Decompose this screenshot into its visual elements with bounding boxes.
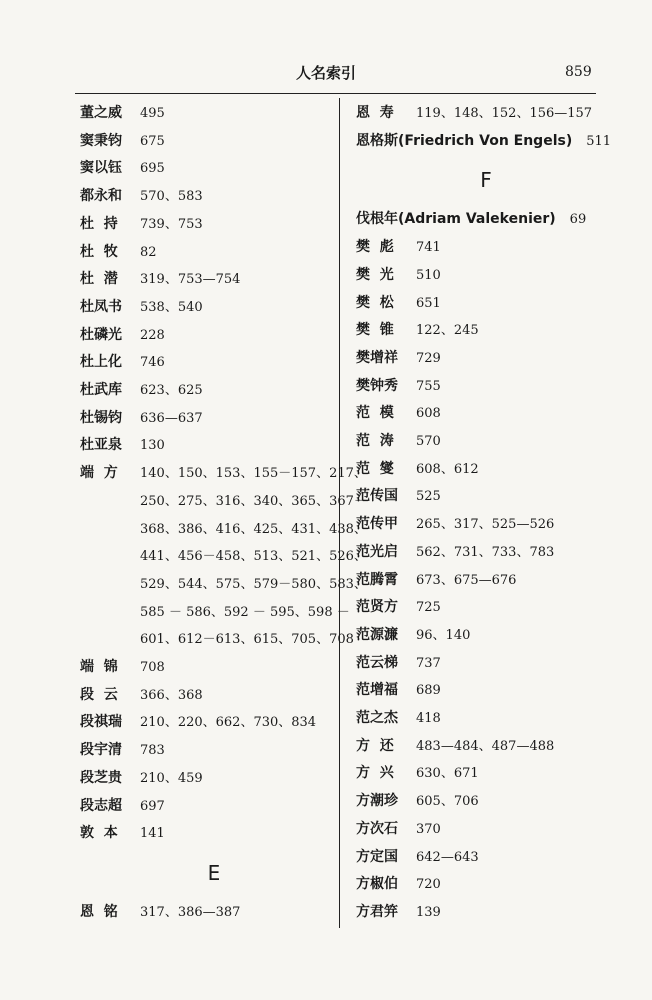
entry-name: 恩 寿 (356, 105, 394, 121)
entry-pages: 741 (416, 240, 441, 256)
index-entry (356, 899, 601, 927)
entry-pages: 495 (140, 106, 165, 121)
entry-name: 恩格斯(Friedrich Von Engels) (356, 132, 573, 149)
index-entry (80, 183, 338, 211)
index-entry (356, 733, 601, 761)
entry-name: 方 兴 (356, 765, 394, 782)
entry-name: 杜凤书 (80, 298, 122, 315)
index-entry (356, 567, 601, 595)
entry-pages: 675 (140, 133, 165, 149)
entry-pages: 608、612 (416, 461, 479, 477)
index-entry (356, 345, 601, 373)
index-entry (356, 234, 601, 262)
index-entry (80, 377, 338, 405)
section-letter-f: F (480, 168, 492, 193)
entry-name: 方定国 (356, 848, 398, 865)
entry-pages: 96、140 (416, 627, 471, 643)
entry-pages-line: 601、612－613、615、705、708 (140, 632, 354, 648)
index-entry (356, 262, 601, 290)
entry-name: 端 锦 (80, 659, 118, 676)
entry-list-f (356, 234, 601, 927)
index-entry (80, 349, 338, 377)
entry-name: 杜磷光 (80, 326, 122, 343)
index-entry (356, 539, 601, 567)
entry-pages-line: 441、456－458、513、521、526、 (140, 549, 367, 565)
entry-pages: 695 (140, 161, 165, 177)
entry-pages: 570、583 (140, 189, 203, 205)
index-entry (80, 294, 338, 322)
entry-pages: 689 (416, 683, 441, 699)
entry-name: 樊 光 (356, 266, 394, 283)
entry-name: 方 还 (356, 737, 394, 754)
entry-pages: 642—643 (416, 849, 479, 865)
entry-pages: 525 (416, 489, 441, 505)
entry-name: 段祺瑞 (80, 714, 122, 731)
entry-pages: 317、386—387 (140, 904, 241, 920)
entry-pages: 720 (416, 877, 441, 893)
index-entry (80, 820, 338, 848)
entry-name: 段宇清 (80, 742, 122, 759)
entry-pages: 418 (416, 711, 441, 727)
entry-name: 范传国 (356, 488, 398, 505)
entry-name: 敦 本 (80, 825, 118, 842)
entry-pages: 483—484、487—488 (416, 738, 555, 754)
entry-pages-line: 368、386、416、425、431、438、 (140, 521, 367, 537)
running-header-title: 人名索引 (295, 64, 356, 82)
entry-pages-line: 140、150、153、155－157、217、 (140, 466, 367, 482)
entry-pages-line: 585 － 586、592 － 595、598 － (140, 604, 350, 620)
entry-pages: 570 (416, 434, 441, 450)
index-entry (356, 816, 601, 844)
entry-name: 方君笄 (356, 903, 398, 920)
entry-pages: 562、731、733、783 (416, 544, 555, 560)
entry-pages: 605、706 (416, 794, 479, 810)
index-entry (80, 709, 338, 737)
entry-pages: 210、459 (140, 770, 203, 786)
entry-pages: 538、540 (140, 299, 203, 315)
index-entry (80, 211, 338, 239)
entry-name: 范源濂 (356, 626, 398, 643)
index-entry (356, 456, 601, 484)
entry-name: 杜 牧 (80, 243, 118, 260)
entry-pages: 608 (416, 406, 441, 422)
entry-pages: 755 (416, 378, 441, 394)
entry-pages: 630、671 (416, 766, 479, 782)
entry-name: 樊钟秀 (356, 377, 398, 394)
entry-name: 范云梯 (356, 654, 398, 671)
index-entry (356, 705, 601, 733)
index-entry (356, 650, 601, 678)
entry-pages: 265、317、525—526 (416, 517, 555, 533)
index-entry (80, 899, 338, 927)
entry-name: 段志超 (80, 797, 122, 814)
index-entry (80, 322, 338, 350)
entry-name: 樊 彪 (356, 239, 394, 256)
entry-pages: 228 (140, 327, 165, 343)
entry-pages: 319、753—754 (140, 272, 241, 288)
entry-name: 樊增祥 (356, 349, 398, 366)
entry-list-d-continued (80, 654, 338, 848)
entry-name: 樊 松 (356, 294, 394, 311)
entry-pages-line: 250、275、316、340、365、367－ (140, 493, 367, 509)
entry-pages: 737 (416, 655, 441, 671)
entry-pages: 623、625 (140, 383, 203, 399)
index-entry (80, 128, 338, 156)
header-rule (75, 93, 596, 94)
index-entry (356, 483, 601, 511)
entry-pages (136, 460, 367, 654)
entry-pages: 510 (416, 267, 441, 283)
entry-name: 范传甲 (356, 516, 398, 533)
entry-pages: 210、220、662、730、834 (140, 715, 317, 731)
index-entry (80, 737, 338, 765)
index-entry-duanfang (80, 460, 367, 654)
entry-name: 范 模 (356, 405, 394, 422)
entry-name: 方椒伯 (356, 876, 398, 893)
entry-name: 董之威 (80, 105, 122, 121)
entry-name: 范之杰 (356, 710, 398, 727)
index-entry (356, 760, 601, 788)
entry-pages: 130 (140, 438, 165, 454)
entry-name: 范 燮 (356, 460, 394, 477)
entry-name: 樊 锥 (356, 322, 394, 339)
entry-name: 杜上化 (80, 354, 122, 371)
index-entry (80, 654, 338, 682)
entry-pages: 636—637 (140, 410, 203, 426)
index-entry (356, 511, 601, 539)
entry-pages: 651 (416, 295, 441, 311)
right-column (356, 100, 612, 927)
index-entry (356, 100, 601, 128)
index-entry (356, 871, 601, 899)
entry-name: 杜亚泉 (80, 437, 122, 454)
entry-name: 都永和 (80, 188, 122, 205)
index-entry (80, 432, 338, 460)
entry-pages: 739、753 (140, 216, 203, 232)
entry-pages: 366、368 (140, 687, 203, 703)
entry-pages: 708 (140, 660, 165, 676)
page-number: 859 (565, 64, 592, 80)
index-entry (356, 373, 601, 401)
left-column (80, 100, 367, 927)
entry-pages: 673、675—676 (416, 572, 517, 588)
entry-name: 范光启 (356, 543, 398, 560)
index-entry (356, 594, 601, 622)
section-letter-e: E (207, 860, 221, 885)
entry-name: 窦以钰 (80, 160, 122, 177)
entry-name: 恩 铭 (80, 903, 118, 920)
entry-pages: 141 (140, 826, 165, 842)
entry-name: 杜 潜 (80, 271, 118, 288)
entry-pages: 511 (586, 133, 612, 149)
index-entry-fagennian (356, 206, 601, 234)
entry-list-d (80, 100, 338, 460)
entry-pages: 697 (140, 798, 165, 814)
entry-pages: 122、245 (416, 323, 479, 339)
index-entry (80, 266, 338, 294)
entry-name: 段 云 (80, 686, 118, 703)
entry-pages: 370 (416, 821, 441, 837)
entry-name: 窦秉钧 (80, 132, 122, 149)
index-entry (356, 788, 601, 816)
entry-pages: 746 (140, 355, 165, 371)
entry-name: 范贤方 (356, 599, 398, 616)
entry-name: 杜武库 (80, 382, 122, 399)
entry-name: 范增福 (356, 682, 398, 699)
index-entry (356, 290, 601, 318)
entry-name: 端 方 (80, 465, 118, 482)
index-entry (356, 677, 601, 705)
entry-name: 伐根年(Adriam Valekenier) (356, 211, 556, 228)
entry-pages: 725 (416, 600, 441, 616)
entry-name: 范 涛 (356, 433, 394, 450)
entry-pages: 729 (416, 350, 441, 366)
entry-pages: 119、148、152、156—157 (416, 106, 593, 121)
entry-name: 方潮珍 (356, 793, 398, 810)
index-entry (356, 428, 601, 456)
entry-name: 方次石 (356, 820, 398, 837)
index-entry (80, 100, 338, 128)
index-entry (356, 844, 601, 872)
entry-name: 杜 持 (80, 215, 118, 232)
entry-pages: 69 (569, 212, 587, 228)
index-entry (80, 405, 338, 433)
index-entry (356, 622, 601, 650)
index-entry (80, 682, 338, 710)
index-entry-engels (356, 128, 612, 156)
entry-pages: 139 (416, 904, 441, 920)
entry-name: 杜锡钧 (80, 409, 122, 426)
index-entry (80, 239, 338, 267)
index-entry (356, 317, 601, 345)
index-entry (80, 793, 338, 821)
entry-name: 范腾霄 (356, 571, 398, 588)
index-entry (80, 765, 338, 793)
entry-pages: 82 (140, 244, 157, 260)
index-entry (80, 155, 338, 183)
entry-pages-line: 529、544、575、579－580、583、 (140, 576, 367, 592)
entry-pages: 783 (140, 743, 165, 759)
index-entry (356, 400, 601, 428)
entry-name: 段芝贵 (80, 769, 122, 786)
